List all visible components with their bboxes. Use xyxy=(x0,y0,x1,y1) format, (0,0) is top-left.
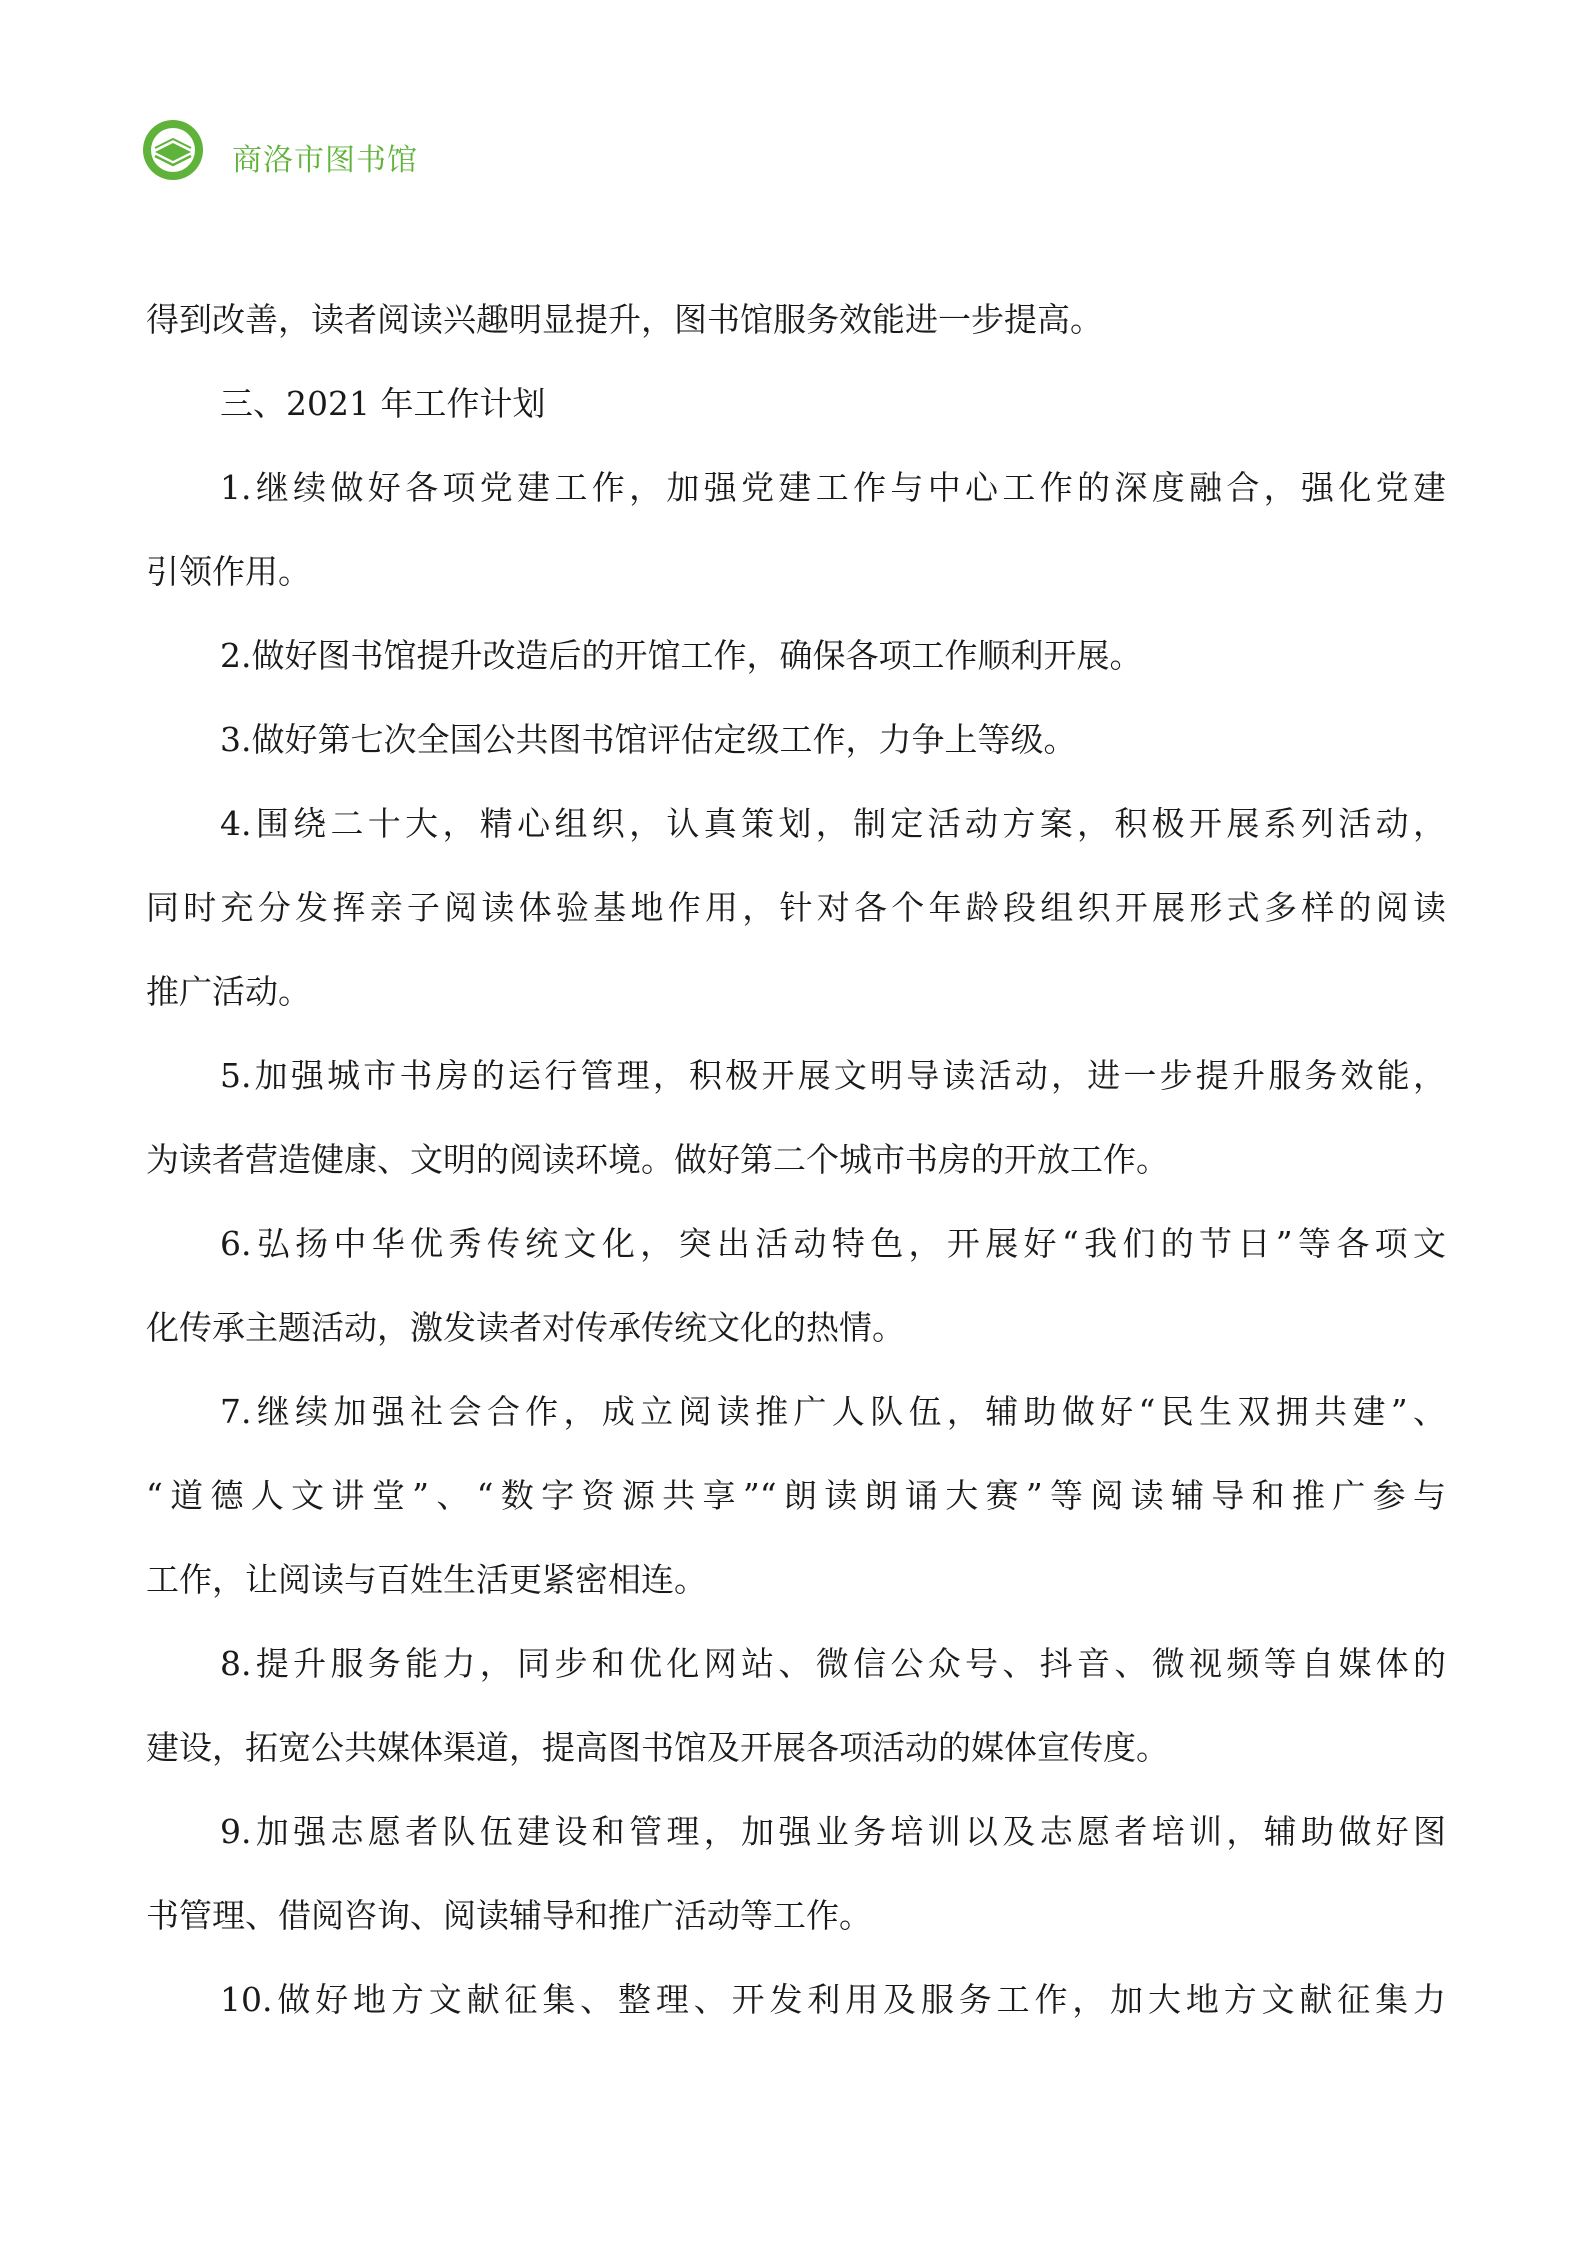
text-line-continuation: 得到改善，读者阅读兴趣明显提升，图书馆服务效能进一步提高。 xyxy=(146,300,1103,339)
plan-item-2: 2.做好图书馆提升改造后的开馆工作，确保各项工作顺利开展。 xyxy=(220,636,1143,675)
plan-item-7-line-1: 7.继续加强社会合作，成立阅读推广人队伍，辅助做好“民生双拥共建”、 xyxy=(220,1392,1446,1431)
plan-item-7-line-3: 工作，让阅读与百姓生活更紧密相连。 xyxy=(146,1560,707,1599)
plan-item-6-line-1: 6.弘扬中华优秀传统文化，突出活动特色，开展好“我们的节日”等各项文 xyxy=(220,1224,1446,1263)
plan-item-9-line-1: 9.加强志愿者队伍建设和管理，加强业务培训以及志愿者培训，辅助做好图 xyxy=(220,1812,1446,1851)
plan-item-4-line-1: 4.围绕二十大，精心组织，认真策划，制定活动方案，积极开展系列活动， xyxy=(220,804,1446,843)
library-name: 商洛市图书馆 xyxy=(232,143,418,178)
plan-item-9-line-2: 书管理、借阅咨询、阅读辅导和推广活动等工作。 xyxy=(146,1896,872,1935)
plan-item-10-line-1: 10.做好地方文献征集、整理、开发利用及服务工作，加大地方文献征集力 xyxy=(220,1980,1446,2019)
plan-item-3: 3.做好第七次全国公共图书馆评估定级工作，力争上等级。 xyxy=(220,720,1077,759)
plan-item-8-line-2: 建设，拓宽公共媒体渠道，提高图书馆及开展各项活动的媒体宣传度。 xyxy=(146,1728,1169,1767)
plan-item-4-line-3: 推广活动。 xyxy=(146,972,311,1011)
plan-item-6-line-2: 化传承主题活动，激发读者对传承传统文化的热情。 xyxy=(146,1308,905,1347)
library-emblem-icon xyxy=(142,119,204,181)
page-header xyxy=(142,118,418,182)
plan-item-5-line-1: 5.加强城市书房的运行管理，积极开展文明导读活动，进一步提升服务效能， xyxy=(220,1056,1446,1095)
plan-item-7-line-2: “道德人文讲堂”、“数字资源共享”“朗读朗诵大赛”等阅读辅导和推广参与 xyxy=(146,1476,1446,1515)
section-heading: 三、2021 年工作计划 xyxy=(220,384,546,423)
plan-item-1-line-1: 1.继续做好各项党建工作，加强党建工作与中心工作的深度融合，强化党建 xyxy=(220,468,1446,507)
document-body xyxy=(146,278,1446,2042)
plan-item-1-line-2: 引领作用。 xyxy=(146,552,311,591)
plan-item-5-line-2: 为读者营造健康、文明的阅读环境。做好第二个城市书房的开放工作。 xyxy=(146,1140,1169,1179)
plan-item-4-line-2: 同时充分发挥亲子阅读体验基地作用，针对各个年龄段组织开展形式多样的阅读 xyxy=(146,888,1446,927)
plan-item-8-line-1: 8.提升服务能力，同步和优化网站、微信公众号、抖音、微视频等自媒体的 xyxy=(220,1644,1446,1683)
